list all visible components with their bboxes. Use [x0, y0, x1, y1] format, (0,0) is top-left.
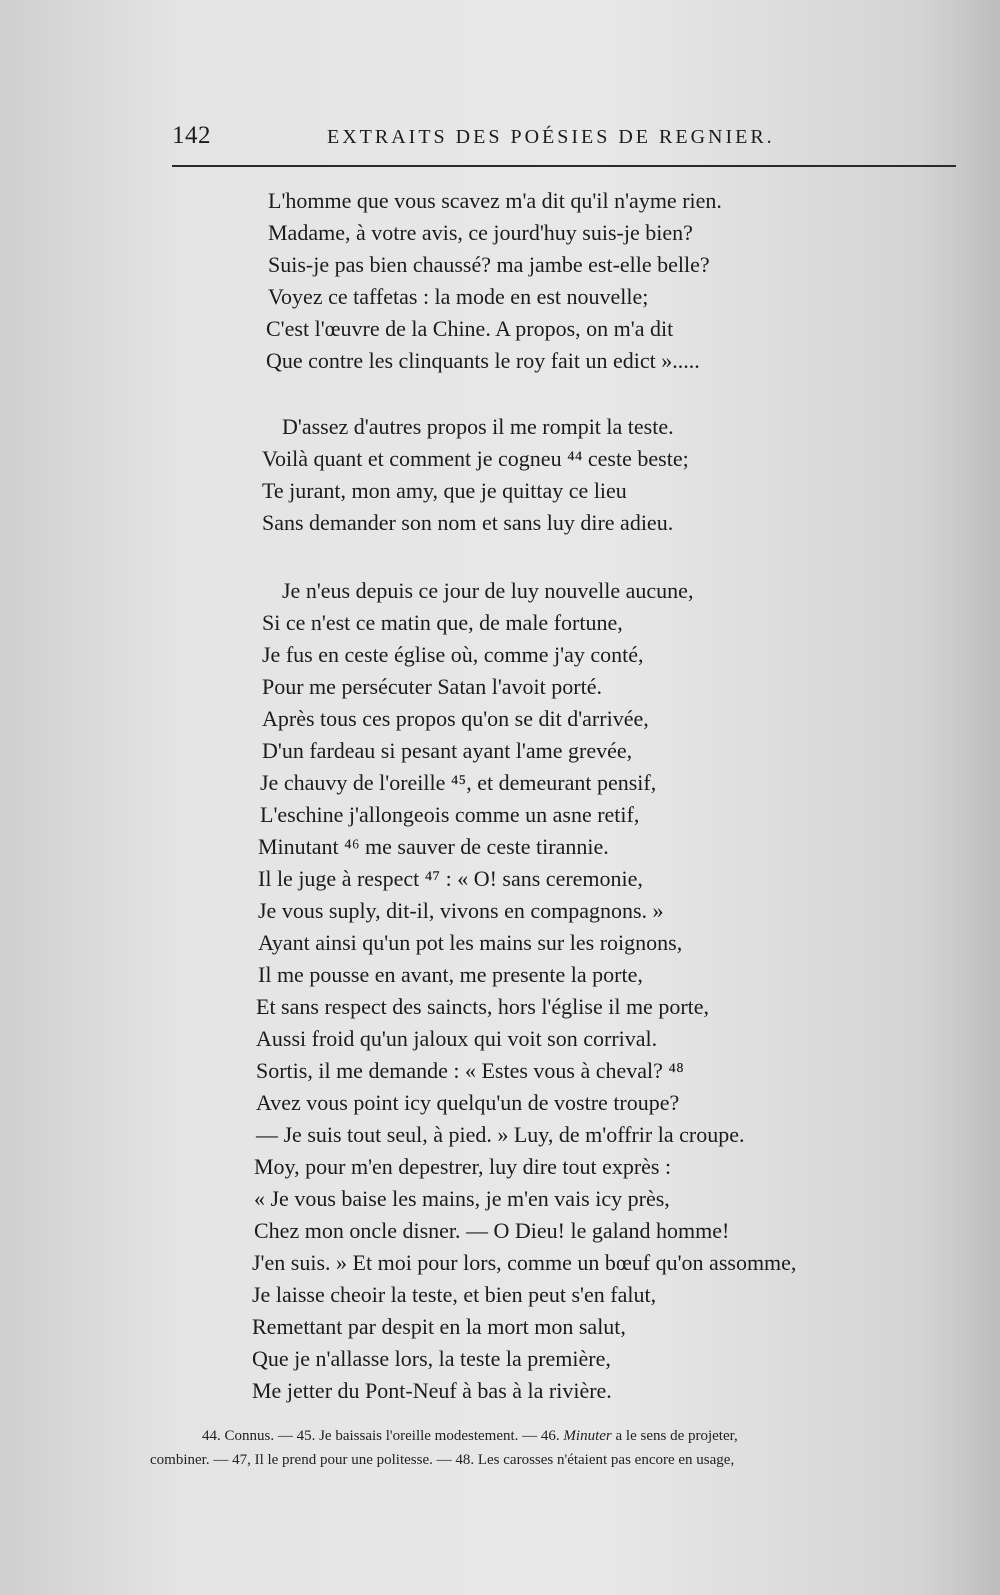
verse-line: Je chauvy de l'oreille ⁴⁵, et demeurant pensif, — [260, 770, 657, 795]
running-title: EXTRAITS DES POÉSIES DE REGNIER. — [327, 126, 775, 148]
page-number: 142 — [172, 122, 211, 149]
verse-line: Que je n'allasse lors, la teste la première, — [252, 1346, 611, 1371]
footnote-line — [202, 1425, 738, 1447]
verse-line: Il me pousse en avant, me presente la porte, — [258, 962, 643, 987]
verse-line: Pour me persécuter Satan l'avoit porté. — [262, 674, 602, 699]
verse-line: Sans demander son nom et sans luy dire adieu. — [262, 510, 674, 535]
verse-line: D'un fardeau si pesant ayant l'ame grevée, — [262, 738, 633, 763]
verse-line: Je n'eus depuis ce jour de luy nouvelle aucune, — [282, 578, 694, 603]
verse-line: « Je vous baise les mains, je m'en vais icy près, — [254, 1186, 670, 1211]
verse-line: Avez vous point icy quelqu'un de vostre troupe? — [256, 1090, 680, 1115]
verse-line: J'en suis. » Et moi pour lors, comme un bœuf qu'on assomme, — [252, 1250, 797, 1275]
verse-line: Après tous ces propos qu'on se dit d'arrivée, — [262, 706, 649, 731]
footnote-emphasis: Minuter — [563, 1428, 612, 1444]
verse-line: Me jetter du Pont-Neuf à bas à la rivière. — [252, 1378, 612, 1403]
verse-line: Il le juge à respect ⁴⁷ : « O! sans ceremonie, — [258, 866, 643, 891]
verse-line: Suis-je pas bien chaussé? ma jambe est-elle belle? — [268, 252, 710, 277]
verse-line: Aussi froid qu'un jaloux qui voit son corrival. — [256, 1026, 658, 1051]
verse-line: Je vous suply, dit-il, vivons en compagnons. » — [258, 898, 664, 923]
verse-line: Chez mon oncle disner. — O Dieu! le galand homme! — [254, 1218, 730, 1243]
verse-line: Que contre les clinquants le roy fait un edict »..... — [266, 348, 700, 373]
verse-line: Si ce n'est ce matin que, de male fortune, — [262, 610, 623, 635]
verse-line: Te jurant, mon amy, que je quittay ce lieu — [262, 478, 627, 503]
verse-line: L'eschine j'allongeois comme un asne retif, — [260, 802, 640, 827]
verse-line: Sortis, il me demande : « Estes vous à cheval? ⁴⁸ — [256, 1058, 684, 1083]
verse-line: Voilà quant et comment je cogneu ⁴⁴ ceste beste; — [262, 446, 689, 471]
verse-line: Je laisse cheoir la teste, et bien peut s'en falut, — [252, 1282, 657, 1307]
footnote-text: a le sens de projeter, — [611, 1428, 738, 1444]
verse-line: Remettant par despit en la mort mon salut, — [252, 1314, 626, 1339]
verse-line: D'assez d'autres propos il me rompit la teste. — [282, 414, 674, 439]
verse-line: L'homme que vous scavez m'a dit qu'il n'ayme rien. — [268, 188, 722, 213]
verse-line: — Je suis tout seul, à pied. » Luy, de m'offrir la croupe. — [256, 1122, 745, 1147]
verse-line: Moy, pour m'en depestrer, luy dire tout exprès : — [254, 1154, 672, 1179]
verse-line: Minutant ⁴⁶ me sauver de ceste tirannie. — [258, 834, 609, 859]
verse-line: Je fus en ceste église où, comme j'ay conté, — [262, 642, 644, 667]
footnote-line: combiner. — 47, Il le prend pour une politesse. — 48. Les carosses n'étaient pas encore en usage, — [150, 1452, 735, 1468]
verse-line: Madame, à votre avis, ce jourd'huy suis-je bien? — [268, 220, 693, 245]
verse-line: Et sans respect des saincts, hors l'église il me porte, — [256, 994, 710, 1019]
verse-line: C'est l'œuvre de la Chine. A propos, on m'a dit — [266, 316, 674, 341]
verse-line: Voyez ce taffetas : la mode en est nouvelle; — [268, 284, 649, 309]
header-rule — [172, 165, 956, 167]
page-header — [172, 122, 952, 158]
footnote-text: 44. Connus. — 45. Je baissais l'oreille modestement. — 46. — [202, 1428, 564, 1444]
verse-line: Ayant ainsi qu'un pot les mains sur les roignons, — [258, 930, 683, 955]
